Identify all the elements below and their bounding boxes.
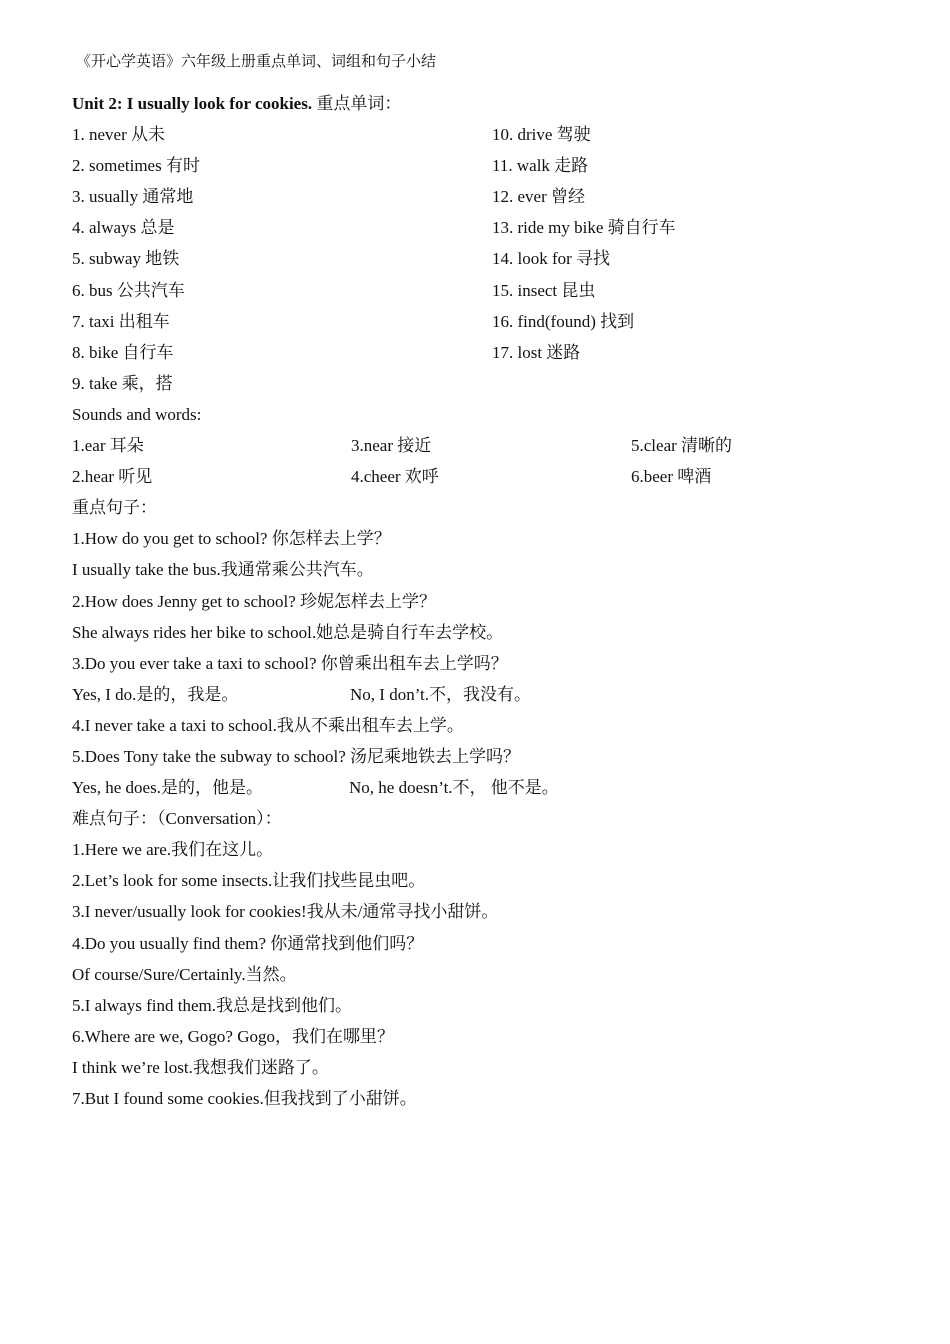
vocab-item: 8. bike 自行车 bbox=[72, 342, 174, 362]
vocab-row bbox=[72, 212, 912, 243]
vocab-item: 1. never 从未 bbox=[72, 125, 166, 145]
vocab-item: 5. subway 地铁 bbox=[72, 249, 180, 269]
vocab-heading: 重点单词： bbox=[316, 94, 402, 113]
vocab-item: 3. usually 通常地 bbox=[72, 187, 194, 207]
sounds-row bbox=[72, 430, 912, 461]
vocab-item: 12. ever 曾经 bbox=[492, 187, 586, 207]
vocab-item: 15. insect 昆虫 bbox=[492, 280, 596, 300]
sound-word: 3.near 接近 bbox=[351, 436, 432, 456]
key-sentence: 4.I never take a taxi to school.我从不乘出租车去上学。 bbox=[72, 715, 464, 735]
key-sentence: I usually take the bus.我通常乘公共汽车。 bbox=[72, 560, 374, 580]
vocab-item: 16. find(found) 找到 bbox=[492, 311, 635, 331]
vocab-item: 10. drive 驾驶 bbox=[492, 125, 591, 145]
hard-sentence: Of course/Sure/Certainly.当然。 bbox=[72, 964, 297, 984]
vocab-row bbox=[72, 119, 912, 150]
sound-word: 2.hear 听见 bbox=[72, 467, 153, 487]
vocab-row bbox=[72, 275, 912, 306]
answer-no: No, I don’t.不，我没有。 bbox=[350, 684, 532, 704]
hard-sentences-heading: 难点句子：（Conversation）： bbox=[72, 809, 282, 829]
answer-yes: Yes, he does.是的，他是。 bbox=[72, 778, 263, 798]
hard-sentence: 5.I always find them.我总是找到他们。 bbox=[72, 995, 352, 1015]
hard-sentence: 2.Let’s look for some insects.让我们找些昆虫吧。 bbox=[72, 871, 426, 891]
sound-word: 5.clear 清晰的 bbox=[631, 436, 733, 456]
vocab-row bbox=[72, 368, 912, 399]
vocab-item: 9. take 乘，搭 bbox=[72, 373, 173, 393]
sound-word: 6.beer 啤酒 bbox=[631, 467, 712, 487]
key-sentence: 1.How do you get to school? 你怎样去上学？ bbox=[72, 529, 391, 549]
vocab-row bbox=[72, 181, 912, 212]
hard-sentence: 7.But I found some cookies.但我找到了小甜饼。 bbox=[72, 1089, 417, 1108]
hard-sentence: 3.I never/usually look for cookies!我从未/通常寻找小甜饼。 bbox=[72, 902, 499, 922]
document-body bbox=[72, 88, 912, 1114]
key-sentences-heading: 重点句子： bbox=[72, 498, 157, 518]
vocab-item: 14. look for 寻找 bbox=[492, 249, 611, 269]
sound-word: 4.cheer 欢呼 bbox=[351, 467, 439, 487]
vocab-item: 17. lost 迷路 bbox=[492, 342, 581, 362]
hard-sentence: 4.Do you usually find them? 你通常找到他们吗？ bbox=[72, 933, 424, 953]
sound-word: 1.ear 耳朵 bbox=[72, 436, 144, 456]
key-sentence: 5.Does Tony take the subway to school? 汤尼乘地铁去上学吗？ bbox=[72, 746, 521, 766]
answer-yes: Yes, I do.是的，我是。 bbox=[72, 684, 239, 704]
page-header: 《开心学英语》六年级上册重点单词、词组和句子小结 bbox=[76, 54, 437, 70]
key-sentence: 2.How does Jenny get to school? 珍妮怎样去上学？ bbox=[72, 591, 437, 611]
answer-pair bbox=[72, 772, 912, 803]
sounds-heading: Sounds and words: bbox=[72, 404, 202, 424]
vocab-row bbox=[72, 243, 912, 274]
sounds-row bbox=[72, 461, 912, 492]
hard-sentence: 6.Where are we, Gogo? Gogo，我们在哪里？ bbox=[72, 1026, 394, 1046]
vocab-item: 6. bus 公共汽车 bbox=[72, 280, 185, 300]
vocab-item: 11. walk 走路 bbox=[492, 156, 589, 176]
hard-sentence: 1.Here we are.我们在这儿。 bbox=[72, 840, 274, 860]
key-sentence: She always rides her bike to school.她总是骑自行车去学校。 bbox=[72, 622, 504, 642]
vocab-item: 7. taxi 出租车 bbox=[72, 311, 170, 331]
vocab-item: 4. always 总是 bbox=[72, 218, 175, 238]
key-sentence: 3.Do you ever take a taxi to school? 你曾乘出租车去上学吗？ bbox=[72, 653, 508, 673]
vocab-row bbox=[72, 306, 912, 337]
answer-no: No, he doesn’t.不， 他不是。 bbox=[349, 778, 559, 798]
vocab-item: 13. ride my bike 骑自行车 bbox=[492, 218, 676, 238]
unit-title-text: Unit 2: I usually look for cookies. bbox=[72, 94, 313, 113]
vocab-row bbox=[72, 337, 912, 368]
vocab-item: 2. sometimes 有时 bbox=[72, 156, 200, 176]
unit-title bbox=[72, 88, 912, 119]
vocab-row bbox=[72, 150, 912, 181]
answer-pair bbox=[72, 679, 912, 710]
hard-sentence: I think we’re lost.我想我们迷路了。 bbox=[72, 1057, 329, 1077]
